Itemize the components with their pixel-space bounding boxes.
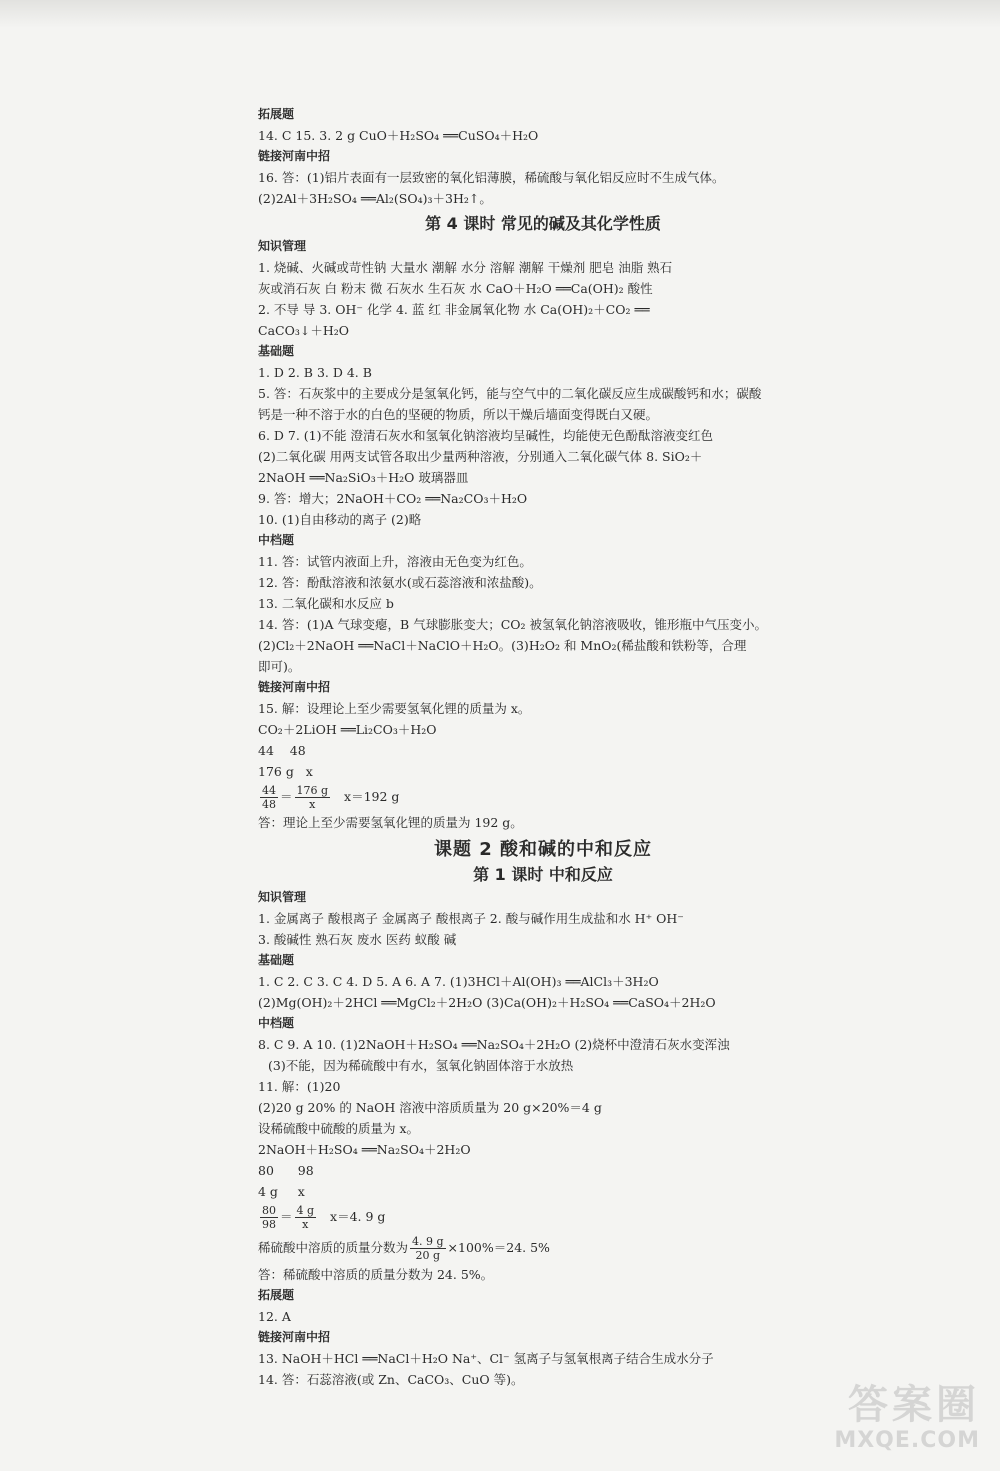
answer-line: 12. A [258,1309,291,1324]
fraction: $\frac{4. 9 g}{20 g}$ [412,1235,444,1262]
answer-line: 14. C 15. 3. 2 g CuO＋H₂SO₄ ══CuSO₄＋H₂O [258,128,539,143]
answer-line: 2NaOH＋H₂SO₄ ══Na₂SO₄＋2H₂O [258,1142,471,1157]
answer-line: 14. 答：石蕊溶液(或 Zn、CaCO₃、CuO 等)。 [258,1372,524,1387]
answer-line: 13. NaOH＋HCl ══NaCl＋H₂O Na⁺、Cl⁻ 氢离子与氢氧根离子结合生成水分子 [258,1351,714,1366]
answer-line: 15. 解：设理论上至少需要氢氧化锂的质量为 x。 [258,701,531,716]
answer-line: 设稀硫酸中硫酸的质量为 x。 [258,1121,420,1136]
answer-line: 答：理论上至少需要氢氧化锂的质量为 192 g。 [258,815,523,830]
section-heading: 拓展题 [258,107,295,121]
answer-line: 16. 答：(1)铝片表面有一层致密的氧化铝薄膜，稀硫酸与氧化铝反应时不生成气体。 [258,170,725,185]
section-heading: 基础题 [258,344,295,358]
section-heading: 链接河南中招 [258,149,331,163]
lesson-title: 第 1 课时 中和反应 [473,865,613,884]
answer-line: 10. (1)自由移动的离子 (2)略 [258,512,422,527]
answer-line: CaCO₃↓＋H₂O [258,323,349,338]
section-heading: 基础题 [258,953,295,967]
answer-line: 5. 答：石灰浆中的主要成分是氢氧化钙，能与空气中的二氧化碳反应生成碳酸钙和水；碳酸 [258,386,762,401]
answer-line: (2)二氧化碳 用两支试管各取出少量两种溶液，分别通入二氧化碳气体 8. SiO₂＋ [258,449,703,464]
answer-line: 11. 答：试管内液面上升，溶液由无色变为红色。 [258,554,532,569]
watermark-url: MXQE.COM [834,1428,980,1453]
fraction: $\frac{80}{98}$ [262,1204,276,1231]
watermark-logo: 答案圈 [848,1382,980,1428]
fraction: $\frac{176 g}{x}$ [296,784,329,811]
section-heading: 中档题 [258,533,295,547]
answer-line: 13. 二氧化碳和水反应 b [258,596,394,611]
watermark [790,1373,980,1453]
fraction-line: $\frac{80}{98}$ ＝ $\frac{4 g}{x}$ x＝4. 9 g [262,1204,386,1231]
scan-edge [0,0,1000,28]
section-heading: 知识管理 [258,890,307,904]
answer-line: (2)Cl₂＋2NaOH ══NaCl＋NaClO＋H₂O。(3)H₂O₂ 和 MnO₂(稀盐酸和铁粉等，合理 [258,638,747,653]
lesson-title: 第 4 课时 常见的碱及其化学性质 [425,214,661,233]
answer-line: 即可)。 [258,659,301,674]
answer-line: (2)Mg(OH)₂＋2HCl ══MgCl₂＋2H₂O (3)Ca(OH)₂＋H₂SO₄ ══CaSO₄＋2H₂O [258,995,716,1010]
answer-line: 12. 答：酚酞溶液和浓氨水(或石蕊溶液和浓盐酸)。 [258,575,542,590]
topic-title: 课题 2 酸和碱的中和反应 [433,839,653,860]
answer-line: (3)不能，因为稀硫酸中有水，氢氧化钠固体溶于水放热 [268,1058,574,1073]
answer-content [258,104,828,1390]
fraction-line: $\frac{44}{48}$ ＝ $\frac{176 g}{x}$ x＝192 g [262,784,400,811]
answer-line: 1. D 2. B 3. D 4. B [258,365,372,380]
section-heading: 中档题 [258,1016,295,1030]
fraction: $\frac{4 g}{x}$ [296,1204,315,1231]
answer-line: 答：稀硫酸中溶质的质量分数为 24. 5%。 [258,1267,494,1282]
answer-line: 灰或消石灰 白 粉末 微 石灰水 生石灰 水 CaO＋H₂O ══Ca(OH)₂ 酸性 [258,281,653,296]
answer-line: 1. C 2. C 3. C 4. D 5. A 6. A 7. (1)3HCl＋Al(OH)₃ ══AlCl₃＋3H₂O [258,974,659,989]
answer-line: 2. 不导 导 3. OH⁻ 化学 4. 蓝 红 非金属氧化物 水 Ca(OH)₂＋CO₂ ══ [258,302,650,317]
fraction-line: 稀硫酸中溶质的质量分数为 $\frac{4. 9 g}{20 g}$ ×100%＝24. 5% [258,1235,550,1262]
section-heading: 知识管理 [258,239,307,253]
answer-line: 1. 烧碱、火碱或苛性钠 大量水 潮解 水分 溶解 潮解 干燥剂 肥皂 油脂 熟石 [258,260,673,275]
answer-line: 4 g x [258,1184,305,1199]
answer-line: 44 48 [258,743,306,758]
section-heading: 链接河南中招 [258,680,331,694]
answer-line: 钙是一种不溶于水的白色的坚硬的物质，所以干燥后墙面变得既白又硬。 [258,407,659,422]
answer-line: 3. 酸碱性 熟石灰 废水 医药 蚁酸 碱 [258,932,457,947]
answer-line: (2)20 g 20% 的 NaOH 溶液中溶质质量为 20 g×20%＝4 g [258,1100,602,1115]
answer-line: CO₂＋2LiOH ══Li₂CO₃＋H₂O [258,722,437,737]
answer-line: (2)2Al＋3H₂SO₄ ══Al₂(SO₄)₃＋3H₂↑。 [258,191,492,206]
answer-line: 6. D 7. (1)不能 澄清石灰水和氢氧化钠溶液均呈碱性，均能使无色酚酞溶液变红色 [258,428,713,443]
answer-line: 2NaOH ══Na₂SiO₃＋H₂O 玻璃器皿 [258,470,469,485]
answer-line: 14. 答：(1)A 气球变瘪，B 气球膨胀变大；CO₂ 被氢氧化钠溶液吸收，锥形瓶中气压变小。 [258,617,768,632]
section-heading: 链接河南中招 [258,1330,331,1344]
answer-line: 1. 金属离子 酸根离子 金属离子 酸根离子 2. 酸与碱作用生成盐和水 H⁺ OH⁻ [258,911,684,926]
answer-line: 176 g x [258,764,313,779]
answer-line: 80 98 [258,1163,314,1178]
answer-line: 9. 答：增大；2NaOH＋CO₂ ══Na₂CO₃＋H₂O [258,491,528,506]
answer-line: 11. 解：(1)20 [258,1079,341,1094]
answer-line: 8. C 9. A 10. (1)2NaOH＋H₂SO₄ ══Na₂SO₄＋2H₂O (2)烧杯中澄清石灰水变浑浊 [258,1037,730,1052]
section-heading: 拓展题 [258,1288,295,1302]
fraction: $\frac{44}{48}$ [262,784,276,811]
